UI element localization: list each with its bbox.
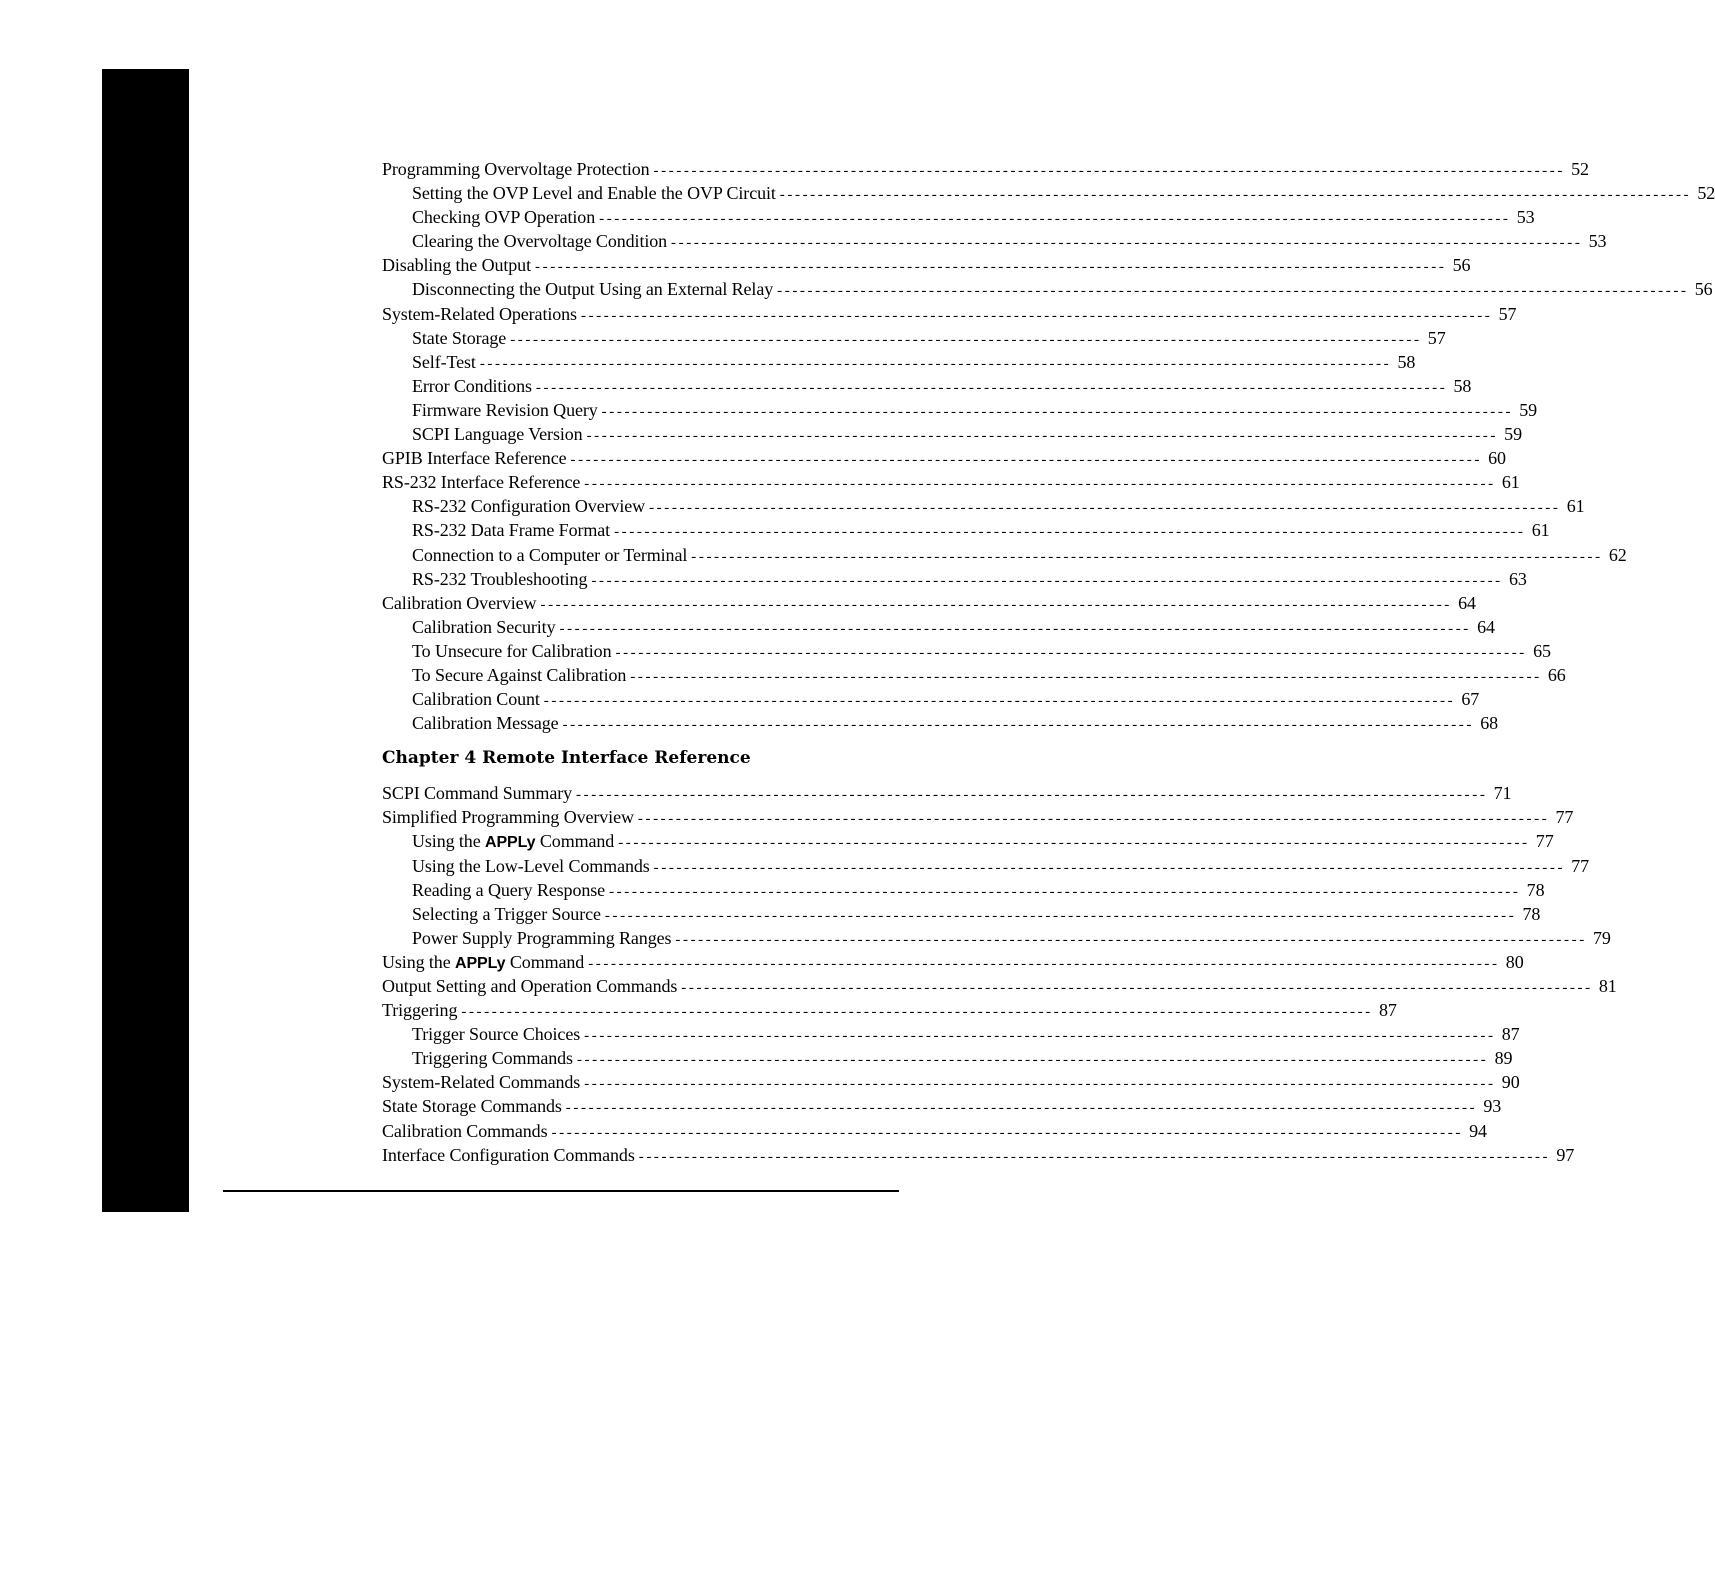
- toc-entry[interactable]: [382, 157, 1589, 181]
- toc-entry[interactable]: [382, 543, 1627, 567]
- toc-entry[interactable]: [382, 277, 1713, 301]
- toc-entry-page-number: 78: [1526, 879, 1545, 900]
- toc-entry-title: To Unsecure for Calibration: [412, 640, 612, 661]
- toc-entry-page-number: 61: [1566, 496, 1585, 517]
- toc-entry-page-number: 61: [1531, 520, 1550, 541]
- toc-entry[interactable]: [382, 781, 1512, 805]
- dot-leader: ------------------------------------------------------------------------------------------------------------------------: [630, 668, 1542, 685]
- toc-entry-page-number: 68: [1480, 713, 1498, 734]
- dot-leader: ------------------------------------------------------------------------------------------------------------------------: [637, 811, 1550, 828]
- toc-entry-page-number: 78: [1522, 903, 1541, 924]
- toc-entry[interactable]: [382, 422, 1522, 446]
- dot-leader: ------------------------------------------------------------------------------------------------------------------------: [691, 548, 1603, 565]
- dot-leader: ------------------------------------------------------------------------------------------------------------------------: [510, 331, 1422, 348]
- toc-entry-title: Triggering Commands: [412, 1048, 573, 1069]
- dot-leader: ------------------------------------------------------------------------------------------------------------------------: [535, 259, 1447, 276]
- dot-leader: ------------------------------------------------------------------------------------------------------------------------: [649, 500, 1561, 517]
- toc-entry-page-number: 62: [1608, 544, 1627, 565]
- dot-leader: ------------------------------------------------------------------------------------------------------------------------: [653, 163, 1565, 179]
- toc-entry-title: Programming Overvoltage Protection: [382, 159, 650, 179]
- toc-entry[interactable]: [382, 663, 1566, 687]
- toc-entry-page-number: 87: [1501, 1024, 1520, 1045]
- toc-entry-title: Calibration Message: [412, 713, 559, 734]
- toc-entry-title: Simplified Programming Overview: [382, 807, 634, 828]
- toc-entry-title: Interface Configuration Commands: [382, 1144, 635, 1165]
- toc-entry-page-number: 97: [1556, 1144, 1575, 1165]
- toc-entry-title: SCPI Language Version: [412, 424, 583, 445]
- toc-entry[interactable]: [382, 950, 1524, 974]
- toc-entry[interactable]: [382, 615, 1495, 639]
- toc-entry-page-number: 52: [1571, 159, 1589, 179]
- toc-entry-page-number: 53: [1588, 231, 1607, 252]
- dot-leader: ------------------------------------------------------------------------------------------------------------------------: [479, 355, 1392, 372]
- toc-entry[interactable]: [382, 591, 1476, 615]
- dot-leader: ------------------------------------------------------------------------------------------------------------------------: [604, 907, 1517, 924]
- dot-leader: ------------------------------------------------------------------------------------------------------------------------: [551, 1124, 1463, 1141]
- toc-entry-page-number: 71: [1493, 783, 1512, 804]
- dot-leader: ------------------------------------------------------------------------------------------------------------------------: [562, 717, 1474, 734]
- toc-entry[interactable]: [382, 229, 1607, 253]
- toc-entry[interactable]: [382, 181, 1715, 205]
- toc-entry-page-number: 87: [1378, 1000, 1397, 1021]
- dot-leader: ------------------------------------------------------------------------------------------------------------------------: [618, 835, 1530, 852]
- toc-entry[interactable]: [382, 639, 1551, 663]
- toc-entry-title: Checking OVP Operation: [412, 207, 596, 228]
- toc-entry[interactable]: [382, 1094, 1502, 1118]
- toc-entry-page-number: 61: [1501, 472, 1520, 493]
- toc-entry-page-number: 64: [1477, 616, 1495, 637]
- toc-entry[interactable]: [382, 1022, 1520, 1046]
- toc-entry[interactable]: [382, 687, 1480, 711]
- toc-entry[interactable]: [382, 829, 1554, 853]
- toc-entry-title: Power Supply Programming Ranges: [412, 927, 672, 948]
- toc-entry-title: Connection to a Computer or Terminal: [412, 544, 688, 565]
- dot-leader: ------------------------------------------------------------------------------------------------------------------------: [576, 1052, 1489, 1069]
- toc-entry[interactable]: [382, 470, 1520, 494]
- dot-leader: ------------------------------------------------------------------------------------------------------------------------: [601, 403, 1514, 420]
- toc-entry-title: State Storage Commands: [382, 1096, 562, 1117]
- command-keyword: APPLy: [485, 834, 536, 852]
- toc-entry-title: SCPI Command Summary: [382, 783, 573, 804]
- toc-entry-title: Disconnecting the Output Using an External Relay: [412, 279, 774, 300]
- dot-leader: ------------------------------------------------------------------------------------------------------------------------: [580, 307, 1493, 324]
- toc-entry-title: Calibration Overview: [382, 592, 537, 613]
- toc-entry-title: Selecting a Trigger Source: [412, 903, 601, 924]
- toc-entry-page-number: 56: [1452, 255, 1471, 276]
- toc-entry[interactable]: [382, 1070, 1520, 1094]
- toc-entry-title: Using the APPLy Command: [412, 831, 615, 852]
- toc-entry-page-number: 67: [1461, 689, 1480, 710]
- dot-leader: ------------------------------------------------------------------------------------------------------------------------: [559, 620, 1471, 637]
- toc-entry-page-number: 52: [1697, 183, 1715, 204]
- dot-leader: ------------------------------------------------------------------------------------------------------------------------: [675, 931, 1587, 948]
- toc-entry-title: System-Related Operations: [382, 303, 577, 324]
- dot-leader: ------------------------------------------------------------------------------------------------------------------------: [586, 428, 1498, 445]
- toc-entry-page-number: 94: [1469, 1120, 1487, 1141]
- toc-entry-page-number: 58: [1397, 351, 1416, 372]
- toc-entry-title: Setting the OVP Level and Enable the OVP Circuit: [412, 183, 776, 204]
- toc-entry-title: Calibration Commands: [382, 1120, 548, 1141]
- toc-entry[interactable]: [382, 302, 1517, 326]
- toc-entry-page-number: 79: [1593, 927, 1611, 948]
- toc-entry[interactable]: [382, 253, 1471, 277]
- dot-leader: ------------------------------------------------------------------------------------------------------------------------: [584, 1076, 1496, 1093]
- toc-entry-title: Triggering: [382, 1000, 458, 1021]
- toc-entry-title: Clearing the Overvoltage Condition: [412, 231, 668, 252]
- toc-entry-title: Self-Test: [412, 351, 476, 372]
- toc-entry-title: Disabling the Output: [382, 255, 531, 276]
- toc-section-chapter-4: [382, 781, 1617, 1167]
- dot-leader: ------------------------------------------------------------------------------------------------------------------------: [779, 187, 1692, 204]
- dot-leader: ------------------------------------------------------------------------------------------------------------------------: [588, 955, 1500, 972]
- toc-entry[interactable]: [382, 711, 1498, 735]
- footer-rule: [223, 1190, 899, 1192]
- toc-entry-title: Using the Low-Level Commands: [412, 855, 650, 876]
- table-of-contents: [382, 157, 1715, 1167]
- toc-entry-title: RS-232 Data Frame Format: [412, 520, 611, 541]
- toc-entry[interactable]: [382, 205, 1535, 229]
- toc-entry[interactable]: [382, 974, 1617, 998]
- dot-leader: ------------------------------------------------------------------------------------------------------------------------: [615, 644, 1527, 661]
- toc-entry-page-number: 57: [1427, 327, 1446, 348]
- toc-entry-title: Reading a Query Response: [412, 879, 606, 900]
- toc-entry-title: To Secure Against Calibration: [412, 664, 627, 685]
- toc-entry-page-number: 66: [1547, 664, 1566, 685]
- toc-entry-title: System-Related Commands: [382, 1072, 581, 1093]
- toc-entry[interactable]: [382, 446, 1506, 470]
- toc-entry[interactable]: [382, 1143, 1575, 1167]
- dot-leader: ------------------------------------------------------------------------------------------------------------------------: [535, 379, 1448, 396]
- toc-entry[interactable]: [382, 1046, 1513, 1070]
- dot-leader: ------------------------------------------------------------------------------------------------------------------------: [681, 980, 1593, 996]
- toc-entry-page-number: 56: [1694, 279, 1713, 300]
- toc-entry-page-number: 58: [1453, 375, 1472, 396]
- dot-leader: ------------------------------------------------------------------------------------------------------------------------: [540, 596, 1452, 613]
- toc-entry[interactable]: [382, 902, 1541, 926]
- dot-leader: ------------------------------------------------------------------------------------------------------------------------: [584, 476, 1496, 493]
- toc-entry-page-number: 89: [1494, 1048, 1513, 1069]
- toc-entry-page-number: 65: [1533, 640, 1551, 661]
- toc-entry-title: Error Conditions: [412, 375, 532, 396]
- command-keyword: APPLy: [455, 954, 506, 972]
- toc-entry[interactable]: [382, 350, 1416, 374]
- toc-entry[interactable]: [382, 805, 1574, 829]
- dot-leader: ------------------------------------------------------------------------------------------------------------------------: [614, 524, 1526, 541]
- toc-entry-page-number: 57: [1498, 303, 1517, 324]
- toc-entry[interactable]: [382, 998, 1397, 1022]
- toc-entry[interactable]: [382, 326, 1446, 350]
- toc-entry[interactable]: [382, 494, 1585, 518]
- toc-entry-title: Calibration Count: [412, 689, 540, 710]
- toc-entry[interactable]: [382, 926, 1611, 950]
- toc-entry-page-number: 77: [1571, 855, 1590, 876]
- dot-leader: ------------------------------------------------------------------------------------------------------------------------: [609, 883, 1521, 900]
- dot-leader: ------------------------------------------------------------------------------------------------------------------------: [599, 211, 1511, 228]
- toc-entry-page-number: 63: [1508, 568, 1527, 589]
- toc-entry[interactable]: [382, 518, 1550, 542]
- toc-entry-page-number: 77: [1555, 807, 1574, 828]
- toc-entry[interactable]: [382, 1119, 1487, 1143]
- toc-entry-page-number: 60: [1488, 448, 1506, 469]
- dot-leader: ------------------------------------------------------------------------------------------------------------------------: [543, 693, 1456, 710]
- toc-section-chapter-3: [382, 157, 1715, 735]
- toc-entry[interactable]: [382, 398, 1538, 422]
- dot-leader: ------------------------------------------------------------------------------------------------------------------------: [777, 283, 1689, 300]
- dot-leader: ------------------------------------------------------------------------------------------------------------------------: [671, 235, 1583, 252]
- toc-entry[interactable]: [382, 854, 1590, 878]
- dot-leader: ------------------------------------------------------------------------------------------------------------------------: [576, 787, 1488, 804]
- dot-leader: ------------------------------------------------------------------------------------------------------------------------: [565, 1100, 1478, 1117]
- chapter-edge-tab: [102, 69, 189, 1212]
- toc-entry-title: Firmware Revision Query: [412, 399, 598, 420]
- toc-entry-title: RS-232 Configuration Overview: [412, 496, 646, 517]
- toc-entry[interactable]: [382, 374, 1472, 398]
- toc-entry-title: State Storage: [412, 327, 507, 348]
- dot-leader: ------------------------------------------------------------------------------------------------------------------------: [570, 452, 1482, 469]
- toc-entry-page-number: 80: [1505, 951, 1524, 972]
- toc-entry-title: Trigger Source Choices: [412, 1024, 581, 1045]
- dot-leader: ------------------------------------------------------------------------------------------------------------------------: [591, 572, 1503, 589]
- toc-entry[interactable]: [382, 878, 1545, 902]
- toc-entry-title: Output Setting and Operation Commands: [382, 976, 678, 996]
- toc-entry-page-number: 64: [1458, 592, 1476, 613]
- dot-leader: ------------------------------------------------------------------------------------------------------------------------: [638, 1148, 1551, 1165]
- chapter-heading: Chapter 4 Remote Interface Reference: [382, 748, 751, 769]
- toc-entry-page-number: 90: [1501, 1072, 1520, 1093]
- toc-entry-title: Using the APPLy Command: [382, 951, 585, 972]
- toc-entry-title: Calibration Security: [412, 616, 556, 637]
- toc-entry[interactable]: [382, 567, 1527, 591]
- toc-entry-title: GPIB Interface Reference: [382, 448, 567, 469]
- toc-entry-title: RS-232 Interface Reference: [382, 472, 581, 493]
- dot-leader: ------------------------------------------------------------------------------------------------------------------------: [461, 1004, 1373, 1021]
- dot-leader: ------------------------------------------------------------------------------------------------------------------------: [584, 1028, 1496, 1045]
- toc-entry-page-number: 59: [1504, 424, 1522, 445]
- toc-entry-page-number: 53: [1516, 207, 1535, 228]
- dot-leader: ------------------------------------------------------------------------------------------------------------------------: [653, 859, 1566, 876]
- toc-entry-title: RS-232 Troubleshooting: [412, 568, 588, 589]
- toc-entry-page-number: 77: [1535, 831, 1554, 852]
- toc-entry-page-number: 81: [1598, 976, 1617, 996]
- toc-entry-page-number: 59: [1519, 399, 1538, 420]
- toc-entry-page-number: 93: [1483, 1096, 1502, 1117]
